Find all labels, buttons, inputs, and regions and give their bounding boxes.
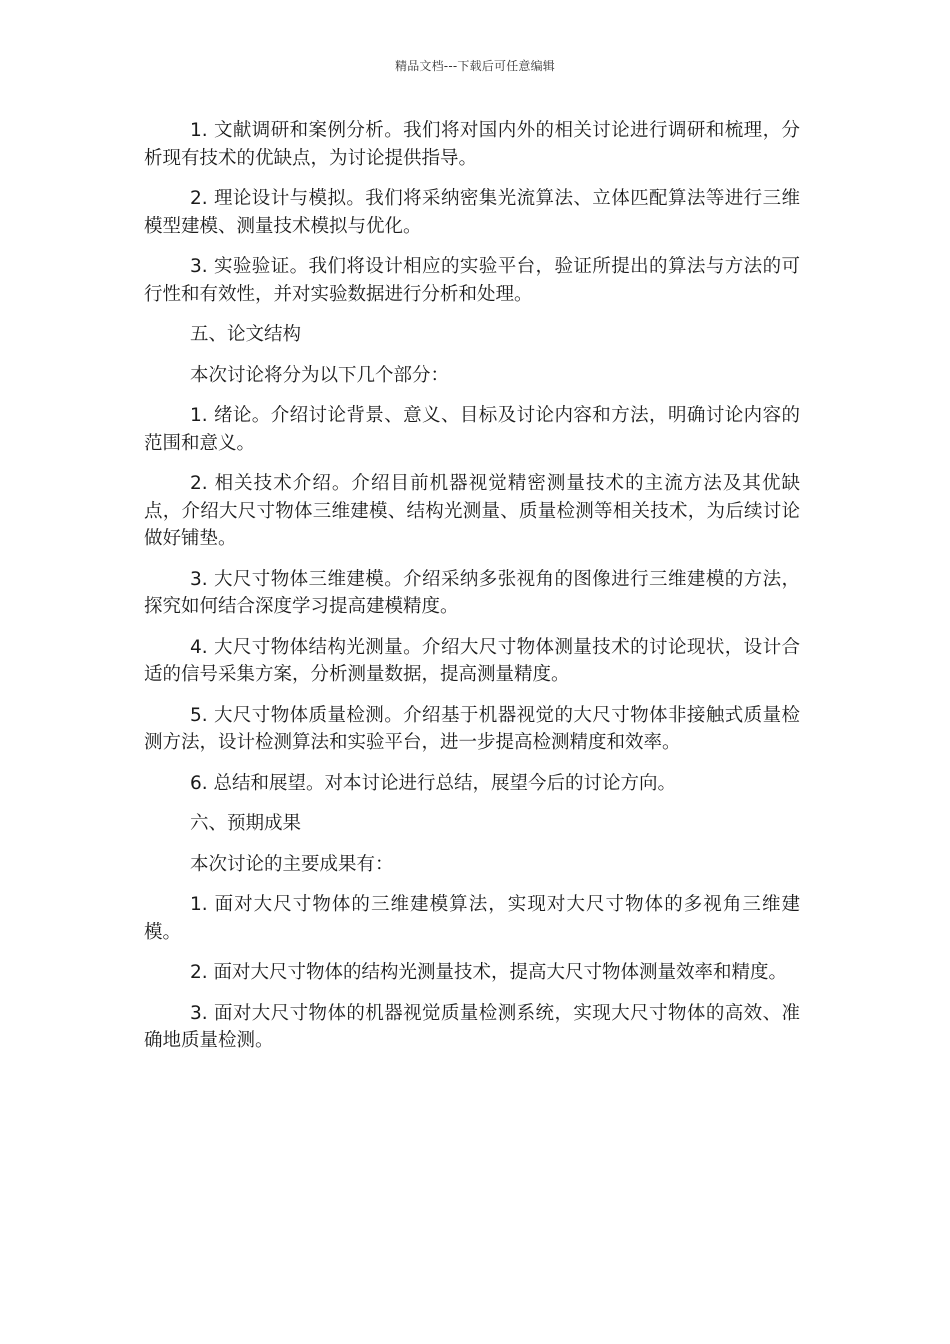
paragraph-structure-2: 2. 相关技术介绍。介绍目前机器视觉精密测量技术的主流方法及其优缺点，介绍大尺寸物体三维建模、结构光测量、质量检测等相关技术，为后续讨论做好铺垫。: [144, 473, 800, 549]
section-heading-outcomes: 六、预期成果: [190, 813, 302, 834]
paragraph-method-2: 2. 理论设计与模拟。我们将采纳密集光流算法、立体匹配算法等进行三维模型建模、测量技术模拟与优化。: [144, 188, 800, 237]
paragraph-structure-5: 5. 大尺寸物体质量检测。介绍基于机器视觉的大尺寸物体非接触式质量检测方法，设计检测算法和实验平台，进一步提高检测精度和效率。: [144, 704, 800, 753]
paragraph-structure-intro: 本次讨论将分为以下几个部分：: [190, 364, 450, 386]
section-heading-structure: 五、论文结构: [190, 324, 302, 345]
paragraph-structure-1: 1. 绪论。介绍讨论背景、意义、目标及讨论内容和方法，明确讨论内容的范围和意义。: [144, 405, 800, 454]
paragraph-outcome-2: 2. 面对大尺寸物体的结构光测量技术，提高大尺寸物体测量效率和精度。: [190, 962, 788, 983]
paragraph-structure-3: 3. 大尺寸物体三维建模。介绍采纳多张视角的图像进行三维建模的方法，探究如何结合深度学习提高建模精度。: [144, 568, 800, 617]
paragraph-method-3: 3. 实验验证。我们将设计相应的实验平台，验证所提出的算法与方法的可行性和有效性，并对实验数据进行分析和处理。: [144, 256, 800, 305]
paragraph-outcome-3: 3. 面对大尺寸物体的机器视觉质量检测系统，实现大尺寸物体的高效、准确地质量检测。: [144, 1002, 800, 1051]
paragraph-outcome-1: 1. 面对大尺寸物体的三维建模算法，实现对大尺寸物体的多视角三维建模。: [144, 894, 800, 943]
document-body: [144, 117, 800, 1068]
paragraph-structure-6: 6. 总结和展望。对本讨论进行总结，展望今后的讨论方向。: [190, 772, 677, 794]
page-header: 精品文档---下载后可任意编辑: [395, 59, 555, 73]
paragraph-outcomes-intro: 本次讨论的主要成果有：: [190, 853, 394, 875]
paragraph-structure-4: 4. 大尺寸物体结构光测量。介绍大尺寸物体测量技术的讨论现状，设计合适的信号采集方案，分析测量数据，提高测量精度。: [144, 636, 800, 685]
paragraph-method-1: 1. 文献调研和案例分析。我们将对国内外的相关讨论进行调研和梳理，分析现有技术的优缺点，为讨论提供指导。: [144, 120, 800, 169]
